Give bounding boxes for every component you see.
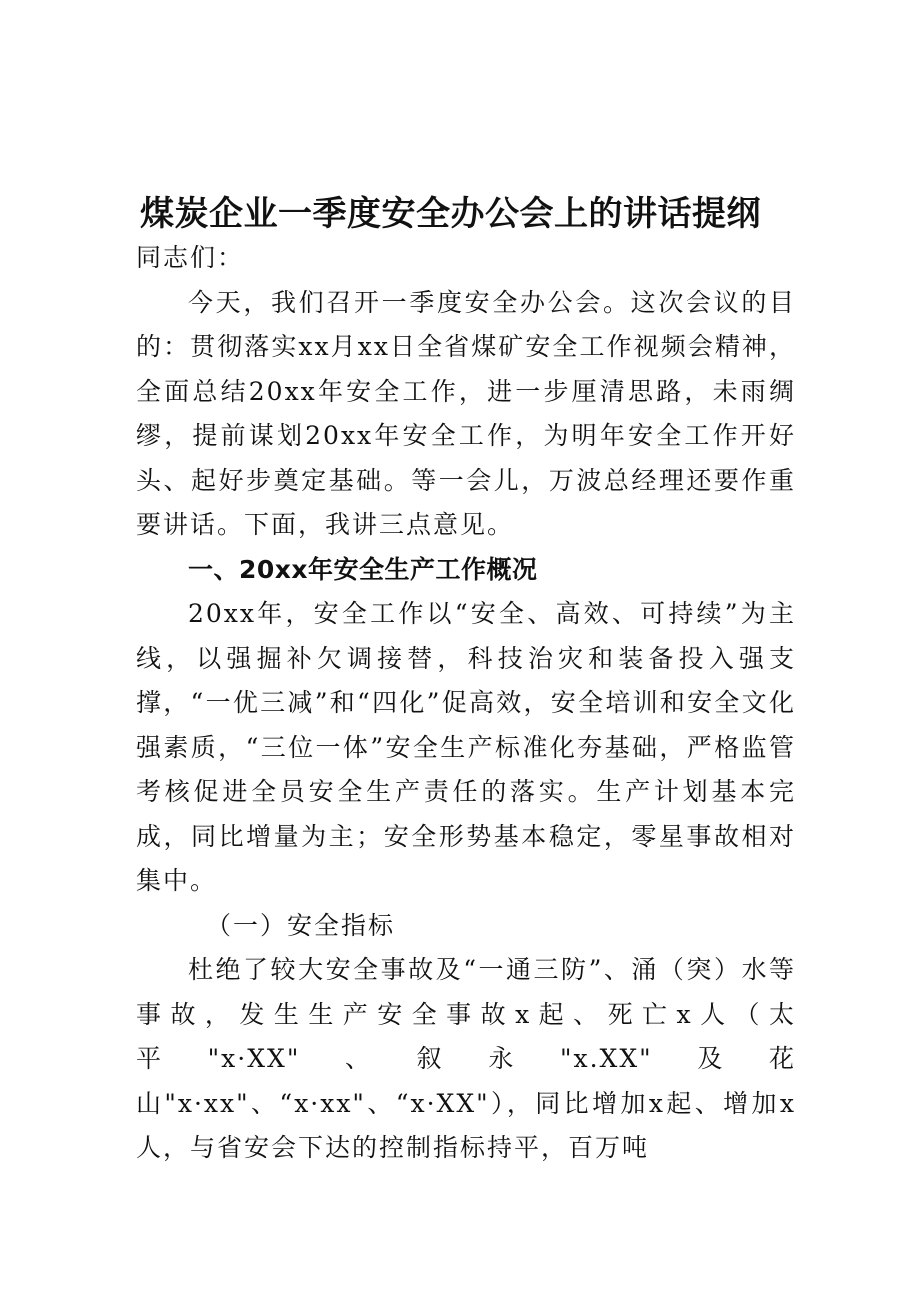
overview-paragraph: 20xx年，安全工作以“安全、高效、可持续”为主线，以强掘补欠调接替，科技治灾和装备投入强支撑，“一优三减”和“四化”促高效，安全培训和安全文化强素质，“三位一体”安全生产标准化夯基础，严格监管考核促进全员安全生产责任的落实。生产计划基本完成，同比增量为主；安全形势基本稳定，零星事故相对集中。	[136, 599, 796, 895]
document-title: 煤炭企业一季度安全办公会上的讲话提纲	[140, 194, 761, 234]
section-heading-1: 一、20xx年安全生产工作概况	[188, 554, 538, 584]
subsection-heading-1: （一）安全指标	[206, 910, 396, 940]
intro-paragraph: 今天，我们召开一季度安全办公会。这次会议的目的：贯彻落实xx月xx日全省煤矿安全工作视频会精神，全面总结20xx年安全工作，进一步厘清思路，未雨绸缪，提前谋划20xx年安全工作，为明年安全工作开好头、起好步奠定基础。等一会儿，万波总经理还要作重要讲话。下面，我讲三点意见。	[136, 287, 796, 539]
document-body	[136, 236, 796, 1171]
safety-indicators-paragraph: 杜绝了较大安全事故及“一通三防”、涌（突）水等事故，发生生产安全事故x起、死亡x人（太平"x·XX"、叙永"x.XX"及花山"x·xx"、“x·xx"、“x·XX"），同比增加x起、增加x人，与省安会下达的控制指标持平，百万吨	[136, 955, 796, 1162]
salutation: 同志们：	[136, 243, 245, 272]
